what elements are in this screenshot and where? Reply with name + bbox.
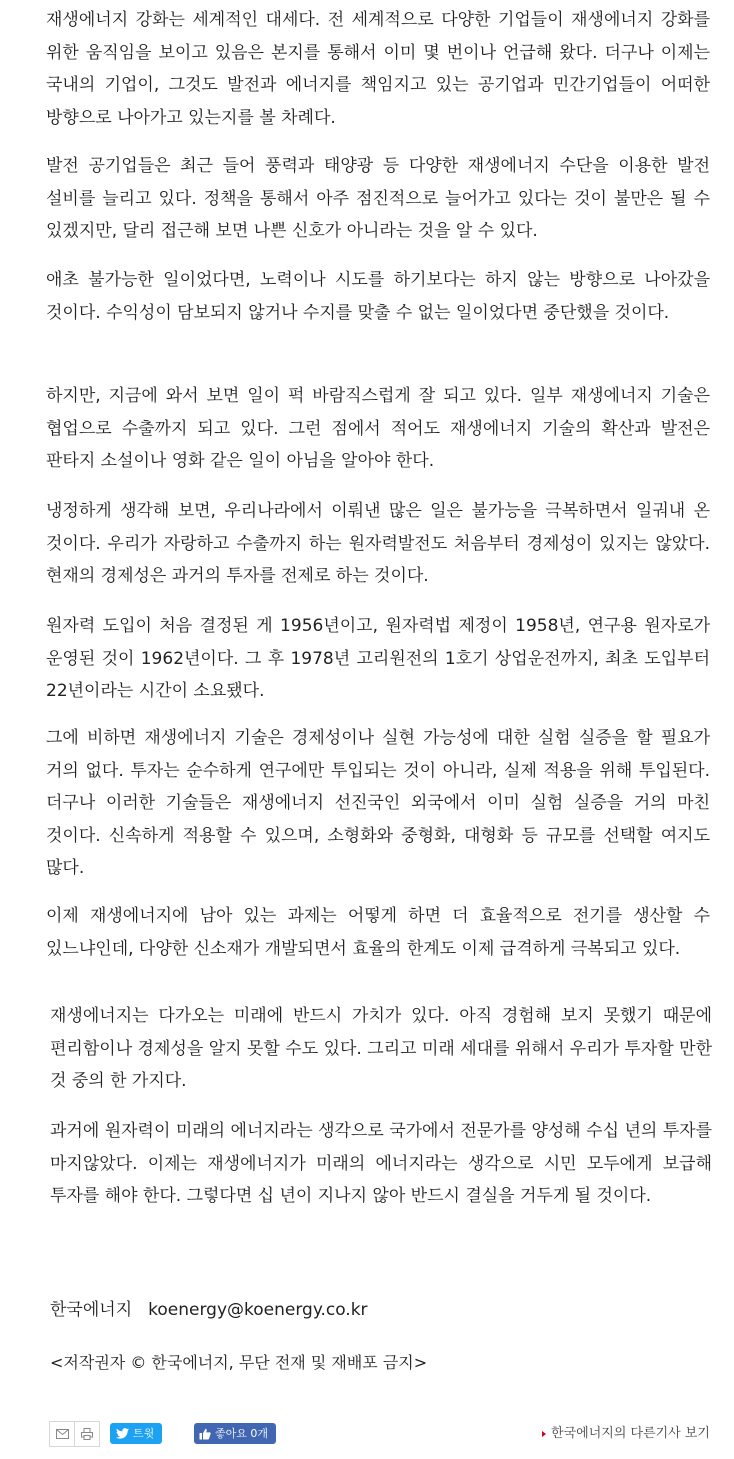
article-paragraph: 그에 비하면 재생에너지 기술은 경제성이나 실현 가능성에 대한 실험 실증을 할 필요가 거의 없다. 투자는 순수하게 연구에만 투입되는 것이 아니라, 실제 적용을 위해 투입된다. 더구나 이러한 기술들은 재생에너지 선진국인 외국에서 이미 실험 실증을 거의 마친 것이다. 신속하게 적용할 수 있으며, 소형화와 중형화, 대형화 등 규모를 선택할 여지도 많다. [46,728,710,878]
byline-email[interactable]: koenergy@koenergy.co.kr [148,1300,368,1320]
facebook-like-button[interactable] [194,1423,276,1444]
tweet-button[interactable] [110,1423,162,1444]
more-articles-link[interactable] [542,1425,710,1443]
tweet-label: 트윗 [133,1427,155,1440]
article-paragraph: 과거에 원자력이 미래의 에너지라는 생각으로 국가에서 전문가를 양성해 수십 년의 투자를 마지않았다. 이제는 재생에너지가 미래의 에너지라는 생각으로 시민 모두에게 보급해 투자를 해야 한다. 그렇다면 십 년이 지나지 않아 반드시 결실을 거두게 될 것이다. [50,1121,712,1206]
more-articles-label: 한국에너지의 다른기사 보기 [551,1426,710,1441]
article-paragraph: 이제 재생에너지에 남아 있는 과제는 어떻게 하면 더 효율적으로 전기를 생산할 수 있느냐인데, 다양한 신소재가 개발되면서 효율의 한계도 이제 급격하게 극복되고 있다. [46,906,710,959]
envelope-icon [56,1429,69,1439]
article-paragraph: 재생에너지 강화는 세계적인 대세다. 전 세계적으로 다양한 기업들이 재생에너지 강화를 위한 움직임을 보이고 있음은 본지를 통해서 이미 몇 번이나 언급해 왔다. 더구나 이제는 국내의 기업이, 그것도 발전과 에너지를 책임지고 있는 공기업과 민간기업들이 어떠한 방향으로 나아가고 있는지를 볼 차례다. [46,10,710,128]
email-button[interactable] [50,1422,74,1446]
article-paragraph: 원자력 도입이 처음 결정된 게 1956년이고, 원자력법 제정이 1958년, 연구용 원자로가 운영된 것이 1962년이다. 그 후 1978년 고리원전의 1호기 상업운전까지, 최초 도입부터 22년이라는 시간이 소요됐다. [46,616,710,701]
like-label: 좋아요 0개 [215,1427,268,1440]
thumbs-up-icon [199,1428,211,1440]
arrow-right-icon [542,1431,546,1437]
printer-icon [81,1428,93,1440]
article-paragraph: 애초 불가능한 일이었다면, 노력이나 시도를 하기보다는 하지 않는 방향으로 나아갔을 것이다. 수익성이 담보되지 않거나 수지를 맞출 수 없는 일이었다면 중단했을 것이다. [46,270,710,323]
article-paragraph: 재생에너지는 다가오는 미래에 반드시 가치가 있다. 아직 경험해 보지 못했기 때문에 편리함이나 경제성을 알지 못할 수도 있다. 그리고 미래 세대를 위해서 우리가 투자할 만한 것 중의 한 가지다. [50,1006,712,1091]
share-icon-group [49,1421,100,1447]
twitter-bird-icon [116,1428,129,1439]
article-paragraph: 하지만, 지금에 와서 보면 일이 퍽 바람직스럽게 잘 되고 있다. 일부 재생에너지 기술은 협업으로 수출까지 되고 있다. 그런 점에서 적어도 재생에너지 기술의 확산과 발전은 판타지 소설이나 영화 같은 일이 아님을 알아야 한다. [46,386,710,471]
article-paragraph: 발전 공기업들은 최근 들어 풍력과 태양광 등 다양한 재생에너지 수단을 이용한 발전 설비를 늘리고 있다. 정책을 통해서 아주 점진적으로 늘어가고 있다는 것이 불만은 될 수 있겠지만, 달리 접근해 보면 나쁜 신호가 아니라는 것을 알 수 있다. [46,156,710,241]
article-paragraph: 냉정하게 생각해 보면, 우리나라에서 이뤄낸 많은 일은 불가능을 극복하면서 일궈내 온 것이다. 우리가 자랑하고 수출까지 하는 원자력발전도 처음부터 경제성이 있지는 않았다. 현재의 경제성은 과거의 투자를 전제로 하는 것이다. [46,501,710,586]
print-button[interactable] [74,1422,99,1446]
copyright-notice: <저작권자 © 한국에너지, 무단 전재 및 재배포 금지> [50,1353,428,1372]
byline [50,1296,368,1324]
byline-outlet: 한국에너지 [50,1300,133,1320]
article-toolbar [49,1421,710,1447]
